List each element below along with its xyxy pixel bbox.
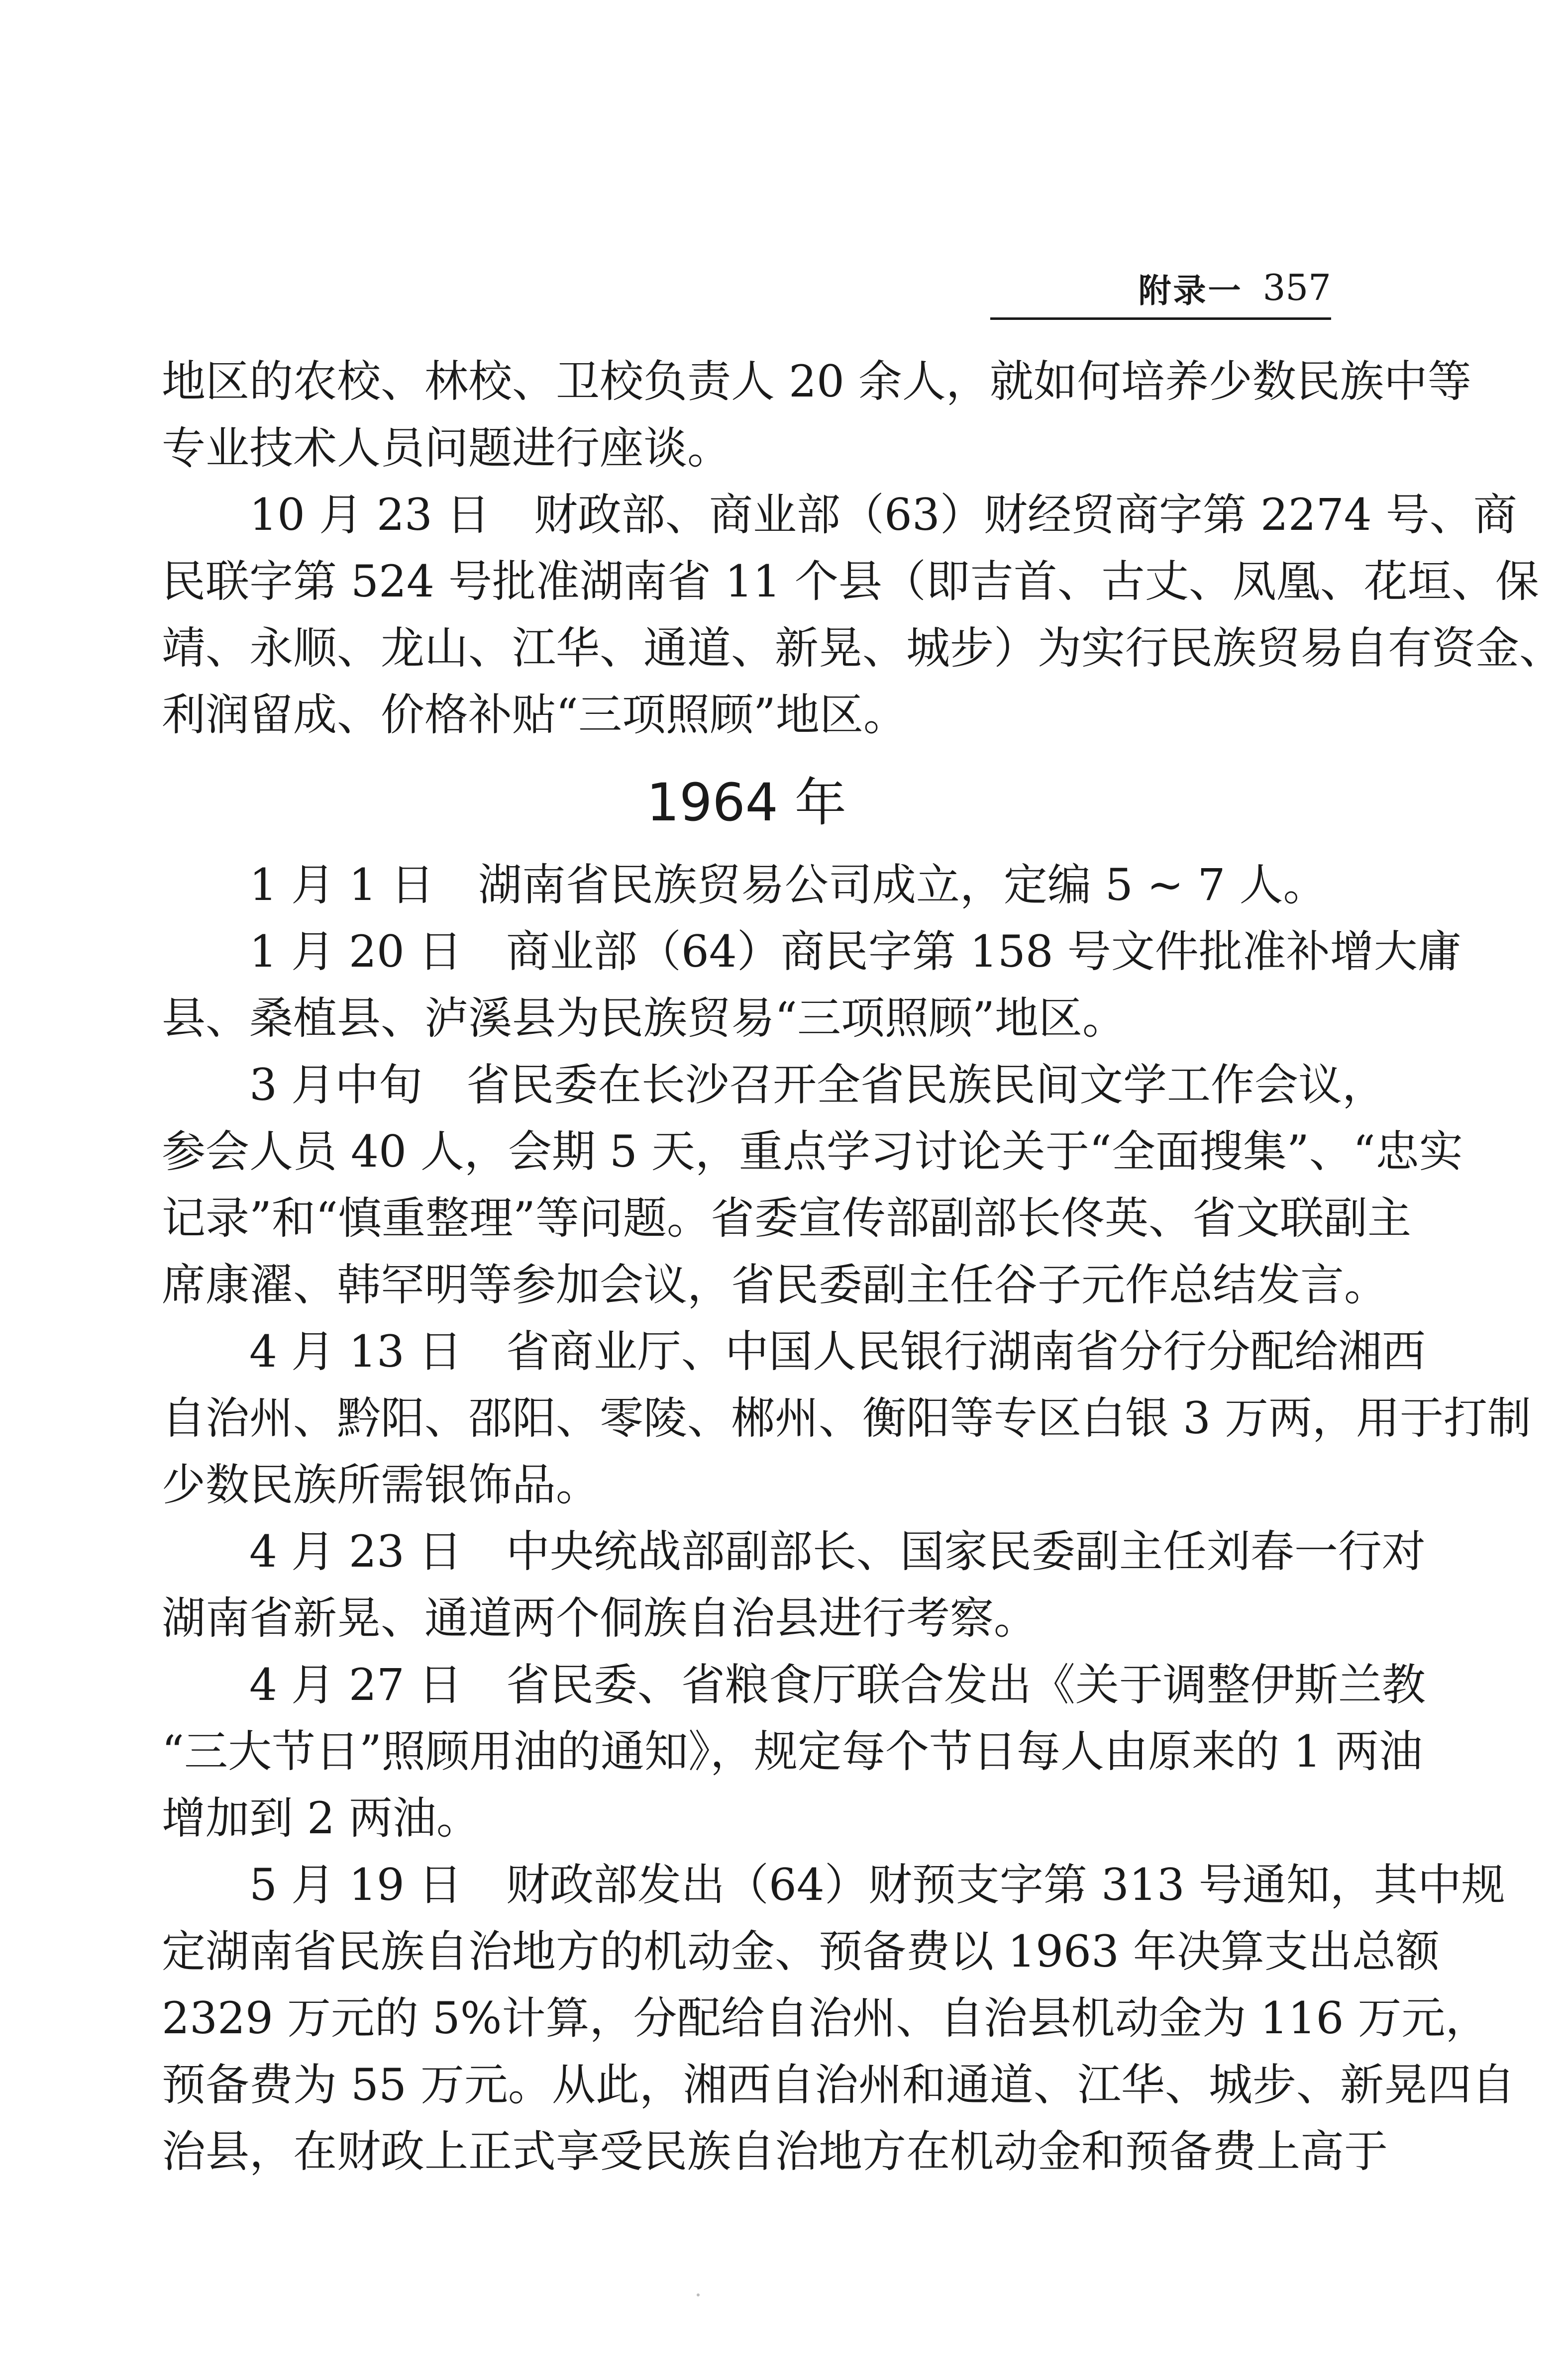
printing-speck [697, 2293, 700, 2296]
year-heading: 1964 年 [646, 772, 846, 833]
text-line: 10 月 23 日 财政部、商业部（63）财经贸商字第 2274 号、商 [249, 489, 1517, 540]
text-line: 民联字第 524 号批准湖南省 11 个县（即吉首、古丈、凤凰、花垣、保 [162, 556, 1539, 607]
text-line: 定湖南省民族自治地方的机动金、预备费以 1963 年决算支出总额 [162, 1926, 1440, 1977]
text-line: 2329 万元的 5%计算，分配给自治州、自治县机动金为 116 万元， [162, 1992, 1489, 2044]
text-line: 靖、永顺、龙山、江华、通道、新晃、城步）为实行民族贸易自有资金、 [162, 622, 1563, 674]
text-line: 治县，在财政上正式享受民族自治地方在机动金和预备费上高于 [162, 2126, 1388, 2177]
text-line: 5 月 19 日 财政部发出（64）财预支字第 313 号通知，其中规 [249, 1859, 1505, 1910]
text-line: 记录”和“慎重整理”等问题。省委宣传部副部长佟英、省文联副主 [162, 1192, 1411, 1244]
page-number: 357 [1262, 267, 1331, 308]
text-line: 湖南省新晃、通道两个侗族自治县进行考察。 [162, 1592, 1038, 1644]
text-line: 预备费为 55 万元。从此，湘西自治州和通道、江华、城步、新晃四自 [162, 2059, 1515, 2110]
text-line: 1 月 1 日 湖南省民族贸易公司成立，定编 5 ~ 7 人。 [249, 859, 1327, 910]
text-line: 4 月 27 日 省民委、省粮食厅联合发出《关于调整伊斯兰教 [249, 1659, 1426, 1710]
section-1964-text [162, 852, 1531, 2185]
text-line: 少数民族所需银饰品。 [162, 1459, 600, 1510]
text-line: 参会人员 40 人，会期 5 天，重点学习讨论关于“全面搜集”、“忠实 [162, 1126, 1463, 1177]
text-line: 地区的农校、林校、卫校负责人 20 余人，就如何培养少数民族中等 [162, 356, 1471, 407]
text-line: “三大节日”照顾用油的通知》，规定每个节日每人由原来的 1 两油 [162, 1726, 1423, 1777]
header-section-label: 附录一 [1138, 271, 1243, 310]
section-1963-text [162, 348, 1563, 748]
text-line: 自治州、黔阳、邵阳、零陵、郴州、衡阳等专区白银 3 万两，用于打制 [162, 1392, 1531, 1444]
text-line: 1 月 20 日 商业部（64）商民字第 158 号文件批准补增大庸 [249, 926, 1461, 977]
text-line: 3 月中旬 省民委在长沙召开全省民族民间文学工作会议， [249, 1059, 1386, 1110]
running-header [990, 258, 1331, 320]
text-line: 4 月 13 日 省商业厅、中国人民银行湖南省分行分配给湘西 [249, 1326, 1426, 1377]
text-line: 专业技术人员问题进行座谈。 [162, 422, 731, 474]
text-line: 席康濯、韩罕明等参加会议，省民委副主任谷子元作总结发言。 [162, 1259, 1388, 1310]
text-line: 增加到 2 两油。 [162, 1792, 480, 1844]
text-line: 利润留成、价格补贴“三项照顾”地区。 [162, 689, 907, 740]
text-line: 4 月 23 日 中央统战部副部长、国家民委副主任刘春一行对 [249, 1526, 1426, 1577]
text-line: 县、桑植县、泸溪县为民族贸易“三项照顾”地区。 [162, 992, 1126, 1044]
